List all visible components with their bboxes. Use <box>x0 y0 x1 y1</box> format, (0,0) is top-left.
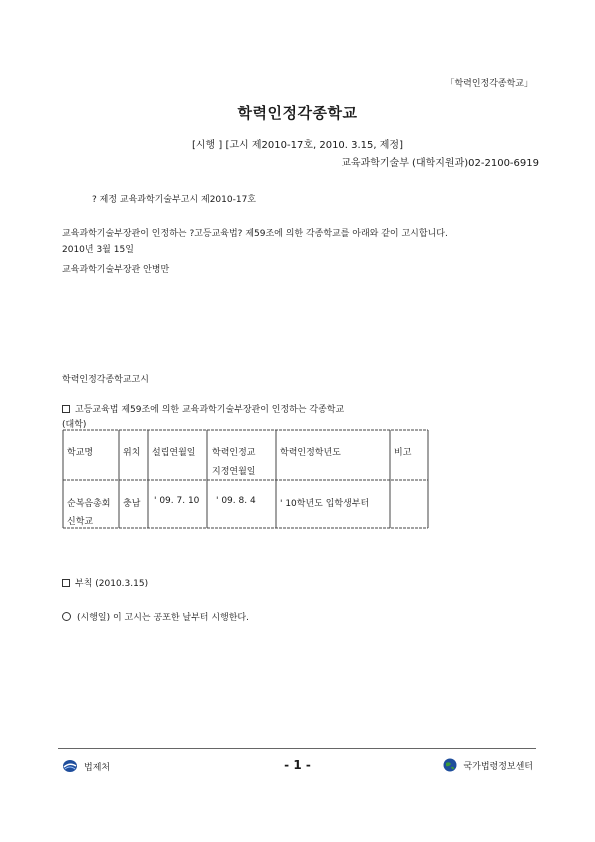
school-table <box>62 428 430 532</box>
square-bullet-icon <box>62 405 70 413</box>
page-number: - 1 - <box>284 758 311 772</box>
square-bullet-icon <box>62 579 70 587</box>
table-grid <box>62 428 430 532</box>
item-1 <box>62 402 344 415</box>
cell-school-line1: 순복음총회 <box>67 499 111 509</box>
header-founded: 설립연월일 <box>152 448 196 458</box>
item-1-text: 고등교육법 제59조에 의한 교육과학기술부장관이 인정하는 각종학교 <box>75 405 345 415</box>
cell-school-line2: 신학교 <box>67 517 94 527</box>
enactment-info: [시행 ] [고시 제2010-17호, 2010. 3.15, 제정] <box>192 140 403 151</box>
item-1-sub: (대학) <box>62 420 87 430</box>
header-school-name: 학교명 <box>67 448 94 458</box>
section-title: 학력인정각종학교고시 <box>62 375 149 385</box>
header-note: 비고 <box>394 448 412 458</box>
page-title: 학력인정각종학교 <box>237 104 358 122</box>
document-tag: 「학력인정각종학교」 <box>445 79 533 89</box>
circle-bullet-icon <box>62 612 71 621</box>
notice-date: 2010년 3월 15일 <box>62 245 134 255</box>
header-location: 위치 <box>123 448 141 458</box>
department-contact: 교육과학기술부 (대학지원과)02-2100-6919 <box>341 158 539 169</box>
cell-year: ' 10학년도 입학생부터 <box>280 499 370 509</box>
cell-designated: ' 09. 8. 4 <box>216 496 256 506</box>
notice-text: 교육과학기술부장관이 인정하는 ?고등교육법? 제59조에 의한 각종학교를 아래와 같이 고시합니다. <box>62 229 448 239</box>
cell-location: 충남 <box>123 499 141 509</box>
footer-right-text: 국가법령정보센터 <box>463 761 533 772</box>
footer-left-text: 법제처 <box>84 762 111 773</box>
header-year: 학력인정학년도 <box>280 448 341 458</box>
footer-divider <box>58 748 536 749</box>
header-designated: 지정연월일 <box>212 467 256 477</box>
supplementary-title <box>62 576 148 589</box>
cell-founded: ' 09. 7. 10 <box>154 496 200 506</box>
footer-right-logo <box>443 758 533 772</box>
globe-logo-icon <box>443 758 457 772</box>
enact-line: ? 제정 교육과학기술부고시 제2010-17호 <box>92 195 256 205</box>
minister-name: 교육과학기술부장관 안병만 <box>62 265 170 275</box>
supplementary-title-text: 부칙 (2010.3.15) <box>75 579 149 589</box>
supplementary-item <box>62 610 249 623</box>
supplementary-text: (시행일) 이 고시는 공포한 날부터 시행한다. <box>77 613 249 623</box>
header-accredited: 학력인정교 <box>212 448 256 458</box>
